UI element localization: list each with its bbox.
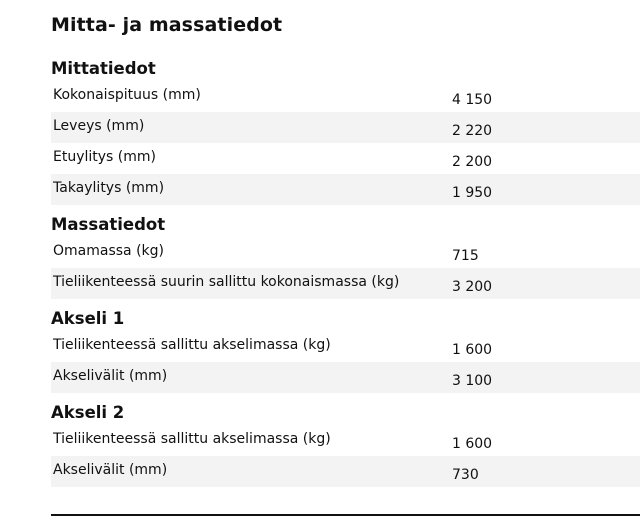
section-mittatiedot — [51, 57, 640, 205]
table-row — [51, 362, 640, 393]
section-akseli-1 — [51, 307, 640, 393]
document-page — [51, 12, 640, 495]
row-value: 2 220 — [452, 122, 493, 139]
page-title: Mitta- ja massatiedot — [51, 14, 283, 36]
row-value: 1 600 — [452, 435, 493, 452]
section-title: Mittatiedot — [51, 59, 156, 78]
table-row — [51, 425, 640, 456]
row-label: Tieliikenteessä sallittu akselimassa (kg) — [53, 336, 331, 353]
row-label: Akselivälit (mm) — [53, 367, 168, 384]
row-label: Akselivälit (mm) — [53, 461, 168, 478]
row-value: 4 150 — [452, 91, 493, 108]
table-row — [51, 237, 640, 268]
row-label: Leveys (mm) — [53, 117, 145, 134]
row-label: Omamassa (kg) — [53, 242, 164, 259]
section-massatiedot — [51, 213, 640, 299]
table-row — [51, 331, 640, 362]
row-label: Kokonaispituus (mm) — [53, 86, 201, 103]
row-label: Takaylitys (mm) — [53, 179, 165, 196]
section-title: Akseli 2 — [51, 403, 125, 422]
table-row — [51, 112, 640, 143]
row-value: 1 600 — [452, 341, 493, 358]
table-row — [51, 174, 640, 205]
row-value: 1 950 — [452, 184, 493, 201]
row-label: Tieliikenteessä sallittu akselimassa (kg) — [53, 430, 331, 447]
section-title: Massatiedot — [51, 215, 166, 234]
row-value: 3 100 — [452, 372, 493, 389]
row-label: Etuylitys (mm) — [53, 148, 156, 165]
row-label: Tieliikenteessä suurin sallittu kokonaismassa (kg) — [53, 273, 400, 290]
table-row — [51, 456, 640, 487]
table-row — [51, 268, 640, 299]
row-value: 3 200 — [452, 278, 493, 295]
row-value: 715 — [452, 247, 479, 264]
table-row — [51, 81, 640, 112]
section-akseli-2 — [51, 401, 640, 487]
row-value: 2 200 — [452, 153, 493, 170]
bottom-divider — [51, 514, 640, 516]
table-row — [51, 143, 640, 174]
row-value: 730 — [452, 466, 479, 483]
section-title: Akseli 1 — [51, 309, 125, 328]
